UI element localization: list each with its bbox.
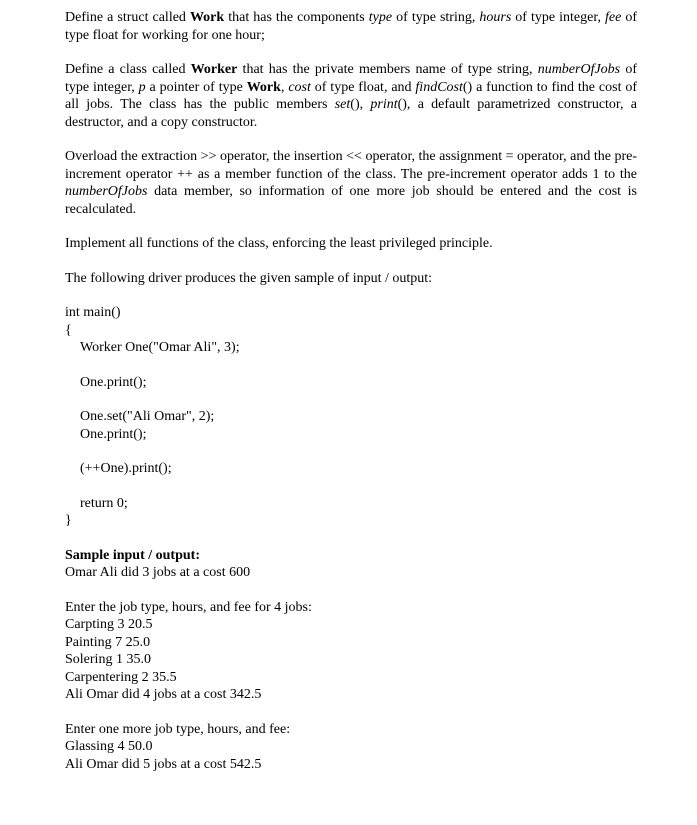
italic-term-hours: hours	[479, 10, 512, 25]
code-line: {	[65, 322, 72, 338]
text: that has the components	[224, 10, 369, 25]
italic-term-numberofjobs: numberOfJobs	[65, 184, 148, 199]
text: () a function to find the cost of all jobs. The class has the public members	[65, 79, 637, 112]
paragraph-implement: Implement all functions of the class, enforcing the least privileged principle.	[65, 236, 493, 251]
text: a pointer of type	[145, 79, 247, 95]
sample-output-line: Omar Ali did 3 jobs at a cost 600	[65, 565, 251, 580]
paragraph-driver-intro: The following driver produces the given sample of input / output:	[65, 270, 433, 286]
paragraph-class-definition	[65, 61, 637, 131]
italic-term-p: p	[138, 79, 146, 95]
text: (), a default parametrized constructor, a destructor, and a copy constructor.	[65, 97, 638, 130]
text: that has the private members name of type string,	[237, 62, 538, 77]
code-line: return 0;	[80, 495, 128, 511]
bold-term-work: Work	[189, 10, 225, 25]
sample-input-line: Carpting 3 20.5	[65, 617, 153, 632]
text: Overload the extraction >> operator, the insertion << operator, the assignment = operator, and the pre-increment operator ++ as a member function of the class. The pre-increment operator adds 1 to the	[65, 149, 637, 182]
code-line: One.set("Ali Omar", 2);	[80, 409, 215, 424]
bold-term-worker: Worker	[190, 62, 238, 77]
text: of type integer,	[511, 10, 605, 25]
sample-input-line: Glassing 4 50.0	[65, 739, 153, 754]
italic-term-fee: fee	[604, 10, 622, 25]
sample-output-line: Ali Omar did 5 jobs at a cost 542.5	[65, 756, 262, 772]
text: Define a class called	[65, 62, 191, 77]
italic-term-set: set	[334, 97, 351, 112]
code-line: One.print();	[80, 374, 147, 390]
paragraph-operator-overloading	[65, 148, 637, 218]
sample-output-line: Ali Omar did 4 jobs at a cost 342.5	[65, 687, 262, 702]
text: of type float, and	[310, 79, 416, 95]
sample-input-line: Painting 7 25.0	[65, 634, 151, 650]
italic-term-findcost: findCost	[415, 79, 463, 95]
text: data member, so information of one more job should be entered and the cost is recalculated.	[65, 184, 637, 217]
italic-term-print: print	[370, 97, 398, 112]
code-line: }	[65, 513, 72, 528]
document-page	[65, 9, 637, 773]
sample-input-line: Solering 1 35.0	[65, 652, 151, 667]
italic-term-numberofjobs: numberOfJobs	[537, 62, 621, 77]
sample-prompt-line: Enter one more job type, hours, and fee:	[65, 721, 291, 737]
text: (),	[350, 97, 371, 112]
sample-io-block	[65, 547, 637, 774]
text: ,	[280, 79, 289, 95]
text: Define a struct called	[65, 10, 190, 25]
paragraph-struct-definition	[65, 9, 637, 44]
code-line: Worker One("Omar Ali", 3);	[80, 340, 240, 355]
code-block	[65, 304, 637, 530]
italic-term-type: type	[368, 10, 393, 25]
text: of type integer,	[65, 62, 637, 95]
sample-input-line: Carpentering 2 35.5	[65, 669, 177, 685]
code-line: One.print();	[80, 426, 147, 442]
sample-prompt-line: Enter the job type, hours, and fee for 4 jobs:	[65, 599, 312, 615]
code-line: (++One).print();	[80, 461, 172, 476]
bold-term-work: Work	[246, 79, 281, 95]
sample-heading: Sample input / output:	[65, 547, 200, 563]
code-line: int main()	[65, 305, 121, 320]
text: of type string,	[392, 10, 480, 25]
italic-term-cost: cost	[288, 79, 311, 95]
text: of type float for working for one hour;	[65, 10, 638, 43]
